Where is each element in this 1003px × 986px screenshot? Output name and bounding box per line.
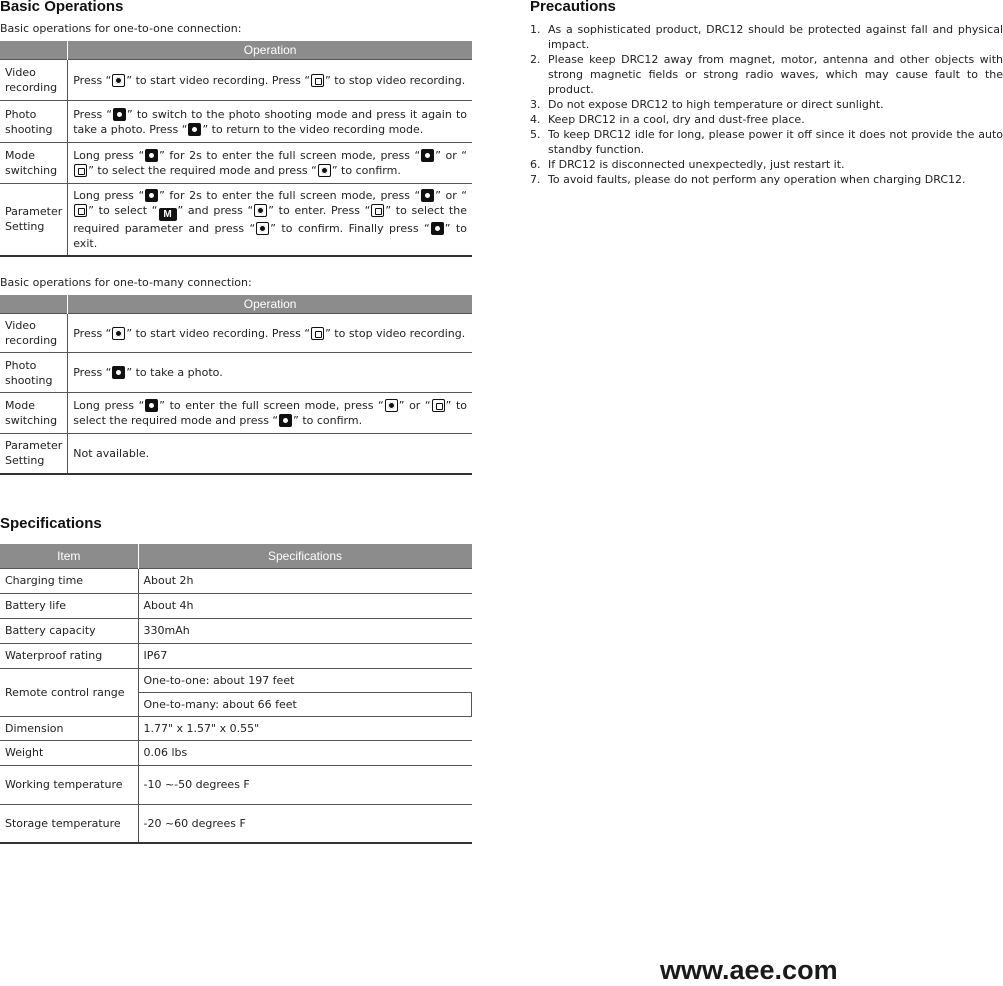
table-row <box>0 643 472 668</box>
precaution-text: To keep DRC12 idle for long, please power it off since it does not provide the auto standby function. <box>548 128 1003 156</box>
stop-button-icon <box>311 327 324 340</box>
one-to-one-subtitle: Basic operations for one-to-one connection: <box>0 22 242 35</box>
row-label: Photo shooting <box>0 353 68 393</box>
camera-button-icon <box>421 189 434 202</box>
spec-value: 1.77" x 1.57" x 0.55" <box>138 716 472 740</box>
row-operation: Press “ ” to take a photo. <box>68 353 472 393</box>
spec-item: Remote control range <box>0 668 138 716</box>
spec-item: Weight <box>0 740 138 765</box>
table-row <box>0 143 472 184</box>
precaution-text: Keep DRC12 in a cool, dry and dust-free place. <box>548 113 805 126</box>
row-operation: Press “ ” to start video recording. Press “ ” to stop video recording. <box>68 314 472 353</box>
stop-button-icon <box>371 204 384 217</box>
table-row <box>0 765 472 804</box>
table-row <box>0 60 472 101</box>
precaution-text: As a sophisticated product, DRC12 should be protected against fall and physical impact. <box>548 23 1003 51</box>
row-label: Video recording <box>0 60 68 101</box>
row-operation: Press “ ” to start video recording. Press “ ” to stop video recording. <box>68 60 472 101</box>
m-key-icon: M <box>159 208 177 221</box>
table-row <box>0 393 472 434</box>
record-button-icon <box>256 222 269 235</box>
list-item <box>530 97 1003 112</box>
stop-button-icon <box>432 399 445 412</box>
list-item <box>530 127 1003 157</box>
row-operation: Long press “ ” for 2s to enter the full screen mode, press “ ” or “” to select the required mode and press “ ” to confirm. <box>68 143 472 184</box>
operation-header: Operation <box>68 41 472 60</box>
spec-value: IP67 <box>138 643 472 668</box>
row-label: Parameter Setting <box>0 434 68 474</box>
stop-button-icon <box>74 204 87 217</box>
spec-value: One-to-many: about 66 feet <box>138 692 472 716</box>
precaution-text: To avoid faults, please do not perform any operation when charging DRC12. <box>548 173 966 186</box>
row-label: Parameter Setting <box>0 184 68 256</box>
camera-button-icon <box>112 366 125 379</box>
precaution-text: Please keep DRC12 away from magnet, motor, antenna and other objects with strong magnetic fields or strong radio waves, which may cause fault to the product. <box>548 53 1003 96</box>
spec-item: Working temperature <box>0 765 138 804</box>
spec-item: Charging time <box>0 568 138 593</box>
specifications-table <box>0 544 472 844</box>
header-empty-cell <box>0 41 68 60</box>
table-row <box>0 434 472 474</box>
row-label: Mode switching <box>0 143 68 184</box>
item-number: 2. <box>530 53 541 66</box>
table-row <box>0 716 472 740</box>
camera-button-icon <box>113 108 126 121</box>
item-number: 1. <box>530 23 541 36</box>
row-label: Mode switching <box>0 393 68 434</box>
row-label: Photo shooting <box>0 101 68 143</box>
precautions-title: Precautions <box>530 0 616 15</box>
record-button-icon <box>112 74 125 87</box>
record-button-icon <box>385 399 398 412</box>
table-row <box>0 668 472 692</box>
precaution-text: If DRC12 is disconnected unexpectedly, just restart it. <box>548 158 845 171</box>
table-row <box>0 593 472 618</box>
row-operation: Not available. <box>68 434 472 474</box>
item-number: 4. <box>530 113 541 126</box>
camera-button-icon <box>279 414 292 427</box>
operation-header: Operation <box>68 295 472 314</box>
table-row <box>0 101 472 143</box>
camera-button-icon <box>145 149 158 162</box>
precaution-text: Do not expose DRC12 to high temperature or direct sunlight. <box>548 98 884 111</box>
list-item <box>530 22 1003 52</box>
record-button-icon <box>112 327 125 340</box>
list-item <box>530 157 1003 172</box>
specifications-header: Specifications <box>138 544 472 568</box>
one-to-many-subtitle: Basic operations for one-to-many connection: <box>0 276 252 289</box>
table-row <box>0 568 472 593</box>
stop-button-icon <box>74 164 87 177</box>
precautions-list <box>530 22 1003 187</box>
table-header-row <box>0 544 472 568</box>
camera-button-icon <box>145 399 158 412</box>
camera-button-icon <box>431 222 444 235</box>
spec-item: Waterproof rating <box>0 643 138 668</box>
spec-value: About 4h <box>138 593 472 618</box>
row-label: Video recording <box>0 314 68 353</box>
table-header-row <box>0 295 472 314</box>
one-to-many-table <box>0 295 472 475</box>
row-operation: Long press “ ” to enter the full screen mode, press “ ” or “ ” to select the required mode and press “ ” to confirm. <box>68 393 472 434</box>
row-operation: Long press “ ” for 2s to enter the full screen mode, press “ ” or “” to select “ M ” and press “ ” to enter. Press “ ” to select the required parameter and press “ ” to confirm. Finally press “ ” to exit. <box>68 184 472 256</box>
specifications-title: Specifications <box>0 515 102 532</box>
item-header: Item <box>0 544 138 568</box>
table-header-row <box>0 41 472 60</box>
spec-value: About 2h <box>138 568 472 593</box>
table-row <box>0 740 472 765</box>
item-number: 5. <box>530 128 541 141</box>
table-row <box>0 184 472 256</box>
stop-button-icon <box>311 74 324 87</box>
table-row <box>0 353 472 393</box>
header-empty-cell <box>0 295 68 314</box>
spec-value: One-to-one: about 197 feet <box>138 668 472 692</box>
list-item <box>530 112 1003 127</box>
spec-value: 0.06 lbs <box>138 740 472 765</box>
camera-button-icon <box>188 123 201 136</box>
spec-item: Dimension <box>0 716 138 740</box>
camera-button-icon <box>145 189 158 202</box>
spec-value: 330mAh <box>138 618 472 643</box>
item-number: 6. <box>530 158 541 171</box>
website-url[interactable]: www.aee.com <box>660 955 838 985</box>
list-item <box>530 52 1003 97</box>
record-button-icon <box>318 164 331 177</box>
table-row <box>0 804 472 843</box>
spec-value: -20 ~60 degrees F <box>138 804 472 843</box>
one-to-one-table <box>0 41 472 257</box>
table-row <box>0 314 472 353</box>
record-button-icon <box>254 204 267 217</box>
list-item <box>530 172 1003 187</box>
spec-item: Battery life <box>0 593 138 618</box>
spec-item: Battery capacity <box>0 618 138 643</box>
camera-button-icon <box>421 149 434 162</box>
table-row <box>0 618 472 643</box>
item-number: 3. <box>530 98 541 111</box>
spec-value: -10 ~-50 degrees F <box>138 765 472 804</box>
spec-item: Storage temperature <box>0 804 138 843</box>
row-operation: Press “ ” to switch to the photo shooting mode and press it again to take a photo. Press “ ” to return to the video recording mode. <box>68 101 472 143</box>
basic-operations-title: Basic Operations <box>0 0 124 15</box>
item-number: 7. <box>530 173 541 186</box>
